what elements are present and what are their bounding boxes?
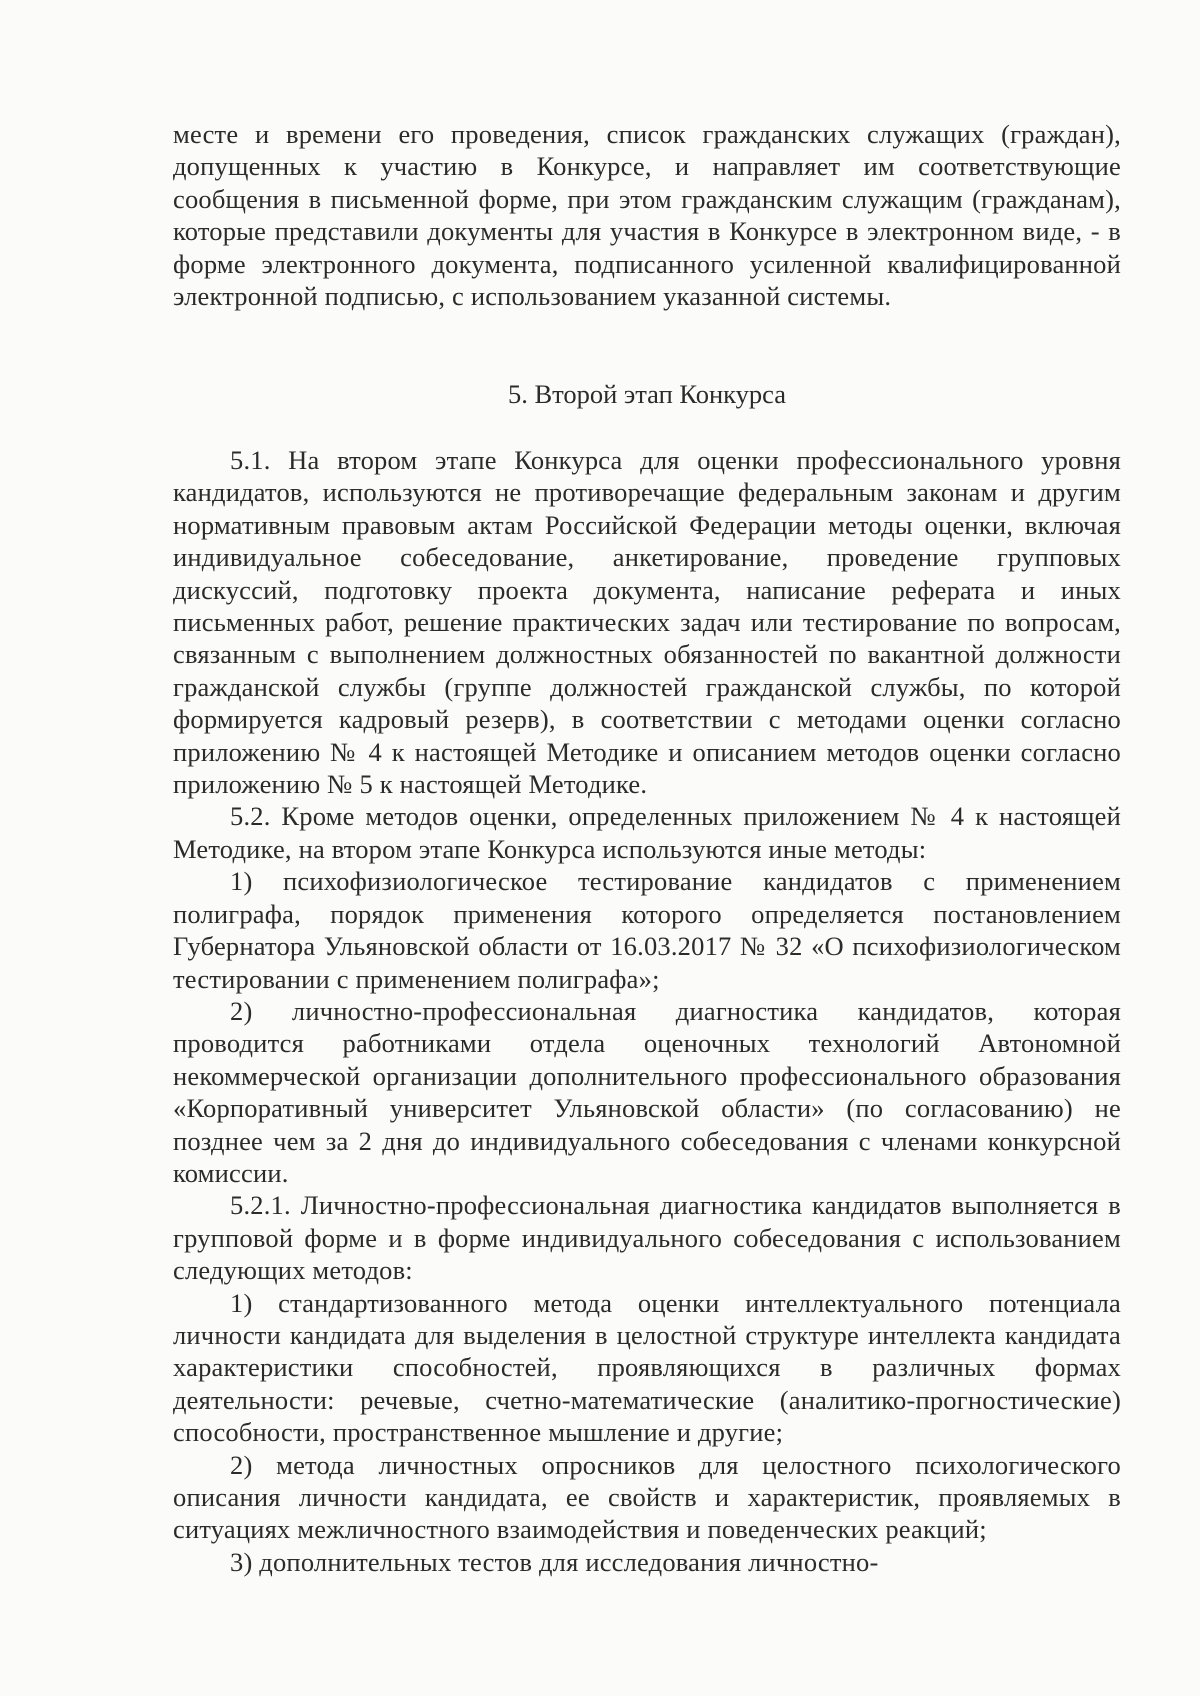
- list-item-intellect-method: 1) стандартизованного метода оценки интеллектуального потенциала личности кандидата для выделения в целостной структуре интеллекта кандидата характеристики способностей, проявляющихся в различных формах деятельности: речевые, счетно-математические (аналитико-прогностические) способности, пространственное мышление и другие;: [173, 1287, 1121, 1448]
- section-heading: 5. Второй этап Конкурса: [507, 379, 787, 409]
- paragraph-5-2: 5.2. Кроме методов оценки, определенных приложением № 4 к настоящей Методике, на втором этапе Конкурса используются иные методы:: [173, 801, 1121, 864]
- list-item-questionnaire-method: 2) метода личностных опросников для целостного психологического описания личности кандидата, ее свойств и характеристик, проявляемых в ситуациях межличностного взаимодействия и поведенческих реакций;: [173, 1449, 1121, 1545]
- section-body: [173, 444, 1121, 1578]
- list-item-additional-tests: 3) дополнительных тестов для исследования личностно-: [230, 1546, 879, 1577]
- paragraph-5-2-1: 5.2.1. Личностно-профессиональная диагностика кандидатов выполняется в групповой форме и в форме индивидуального собеседования с использованием следующих методов:: [173, 1190, 1121, 1286]
- intro-block: [173, 118, 1121, 312]
- intro-paragraph: месте и времени его проведения, список гражданских служащих (граждан), допущенных к участию в Конкурсе, и направляет им соответствующие сообщения в письменной форме, при этом гражданским служащим (гражданам), которые представили документы для участия в Конкурсе в электронном виде, - в форме электронного документа, подписанного усиленной квалифицированной электронной подписью, с использованием указанной системы.: [173, 119, 1121, 312]
- list-item-polygraph: 1) психофизиологическое тестирование кандидатов с применением полиграфа, порядок применения которого определяется постановлением Губернатора Ульяновской области от 16.03.2017 № 32 «О психофизиологическом тестировании с применением полиграфа»;: [173, 866, 1121, 994]
- paragraph-5-1: 5.1. На втором этапе Конкурса для оценки профессионального уровня кандидатов, используются не противоречащие федеральным законам и другим нормативным правовым актам Российской Федерации методы оценки, включая индивидуальное собеседование, анкетирование, проведение групповых дискуссий, подготовку проекта документа, написание реферата и иных письменных работ, решение практических задач или тестирование по вопросам, связанным с выполнением должностных обязанностей по вакантной должности гражданской службы (группе должностей гражданской службы, по которой формируется кадровый резерв), в соответствии с методами оценки согласно приложению № 4 к настоящей Методике и описанием методов оценки согласно приложению № 5 к настоящей Методике.: [173, 445, 1121, 800]
- list-item-diagnostics: 2) личностно-профессиональная диагностика кандидатов, которая проводится работниками отдела оценочных технологий Автономной некоммерческой организации дополнительного профессионального образования «Корпоративный университет Ульяновской области» (по согласованию) не позднее чем за 2 дня до индивидуального собеседования с членами конкурсной комиссии.: [173, 995, 1121, 1188]
